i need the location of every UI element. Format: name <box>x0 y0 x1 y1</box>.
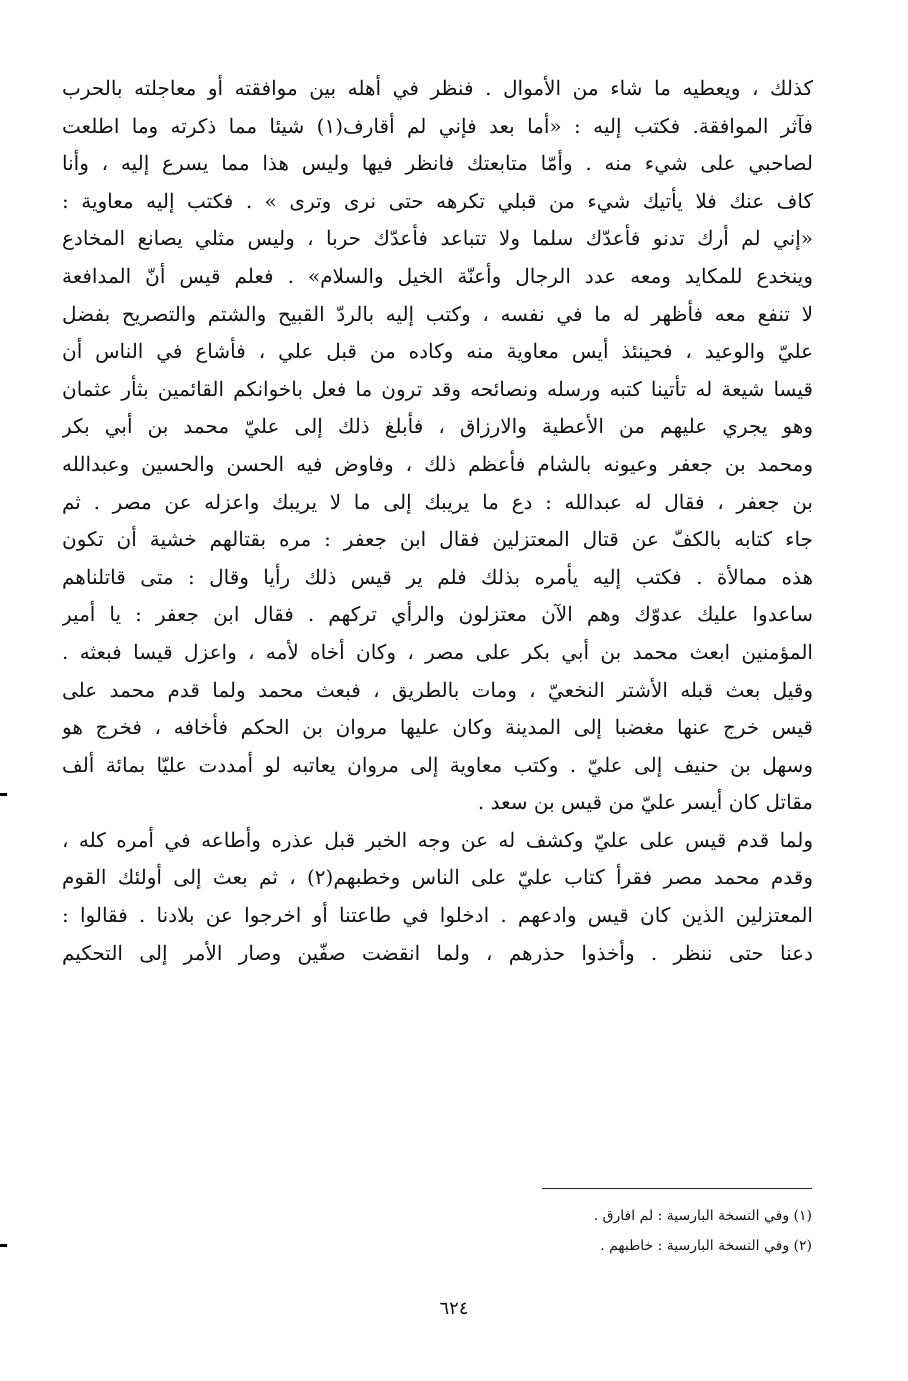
footnote-divider <box>542 1188 812 1189</box>
footnote: (٢) وفي النسخة البارسية : خاطبهم . <box>600 1238 812 1254</box>
text-line: قيسا شيعة له تأتينا كتبه ورسله ونصائحه وقد ترون ما فعل باخوانكم القائمين بثأر عثمان <box>62 376 813 401</box>
text-line: كاف عنك فلا يأتيك شيء من قبلي تكرهه حتى نرى وترى » . فكتب إليه معاوية : <box>62 188 813 213</box>
text-line: المؤمنين ابعث محمد بن أبي بكر على مصر ، وكان أخاه لأمه ، واعزل قيسا فبعثه . <box>62 639 813 664</box>
text-line: وسهل بن حنيف إلى عليّ . وكتب معاوية إلى مروان يعاتبه لو أمددت عليّا بمائة ألف <box>62 752 813 777</box>
text-line: لا تنفع معه فأظهر له ما في نفسه ، وكتب إليه بالردّ القبيح والشتم والتصريح بفضل <box>62 301 813 326</box>
text-line: كذلك ، ويعطيه ما شاء من الأموال . فنظر في أهله بين موافقته أو معاجلته بالحرب <box>62 76 813 100</box>
text-line: جاء كتابه بالكفّ عن قتال المعتزلين فقال ابن جعفر : مره بقتالهم خشية أن تكون <box>62 527 813 552</box>
text-line: بن جعفر ، فقال له عبدالله : دع ما يريبك إلى ما لا يريبك واعزله عن مصر . ثم <box>62 489 813 514</box>
text-line: فآثر الموافقة. فكتب إليه : «أما بعد فإني لم أقارف(١) شيئا مما ذكرته وما اطلعت <box>62 113 813 138</box>
text-line: عليّ والوعيد ، فحينئذ أيس معاوية منه وكاده من قبل علي ، فأشاع في الناس أن <box>62 339 813 364</box>
text-line: وهو يجري عليهم من الأعطية والارزاق ، فأبلغ ذلك إلى عليّ محمد بن أبي بكر <box>62 414 813 439</box>
text-line: وينخدع للمكايد ومعه عدد الرجال وأعنّة الخيل والسلام» . فعلم قيس أنّ المدافعة <box>62 263 813 288</box>
text-line: دعنا حتى ننظر . وأخذوا حذرهم ، ولما انقضت صفّين وصار الأمر إلى التحكيم <box>62 940 813 965</box>
text-line: «إني لم أرك تدنو فأعدّك سلما ولا تتباعد فأعدّك حربا ، وليس مثلي يصانع المخادع <box>62 226 813 251</box>
text-line: وقيل بعث قبله الأشتر النخعيّ ، ومات بالطريق ، فبعث محمد ولما قدم محمد على <box>62 677 813 702</box>
paragraph-end-line: مقاتل كان أيسر عليّ من قيس بن سعد . <box>477 790 813 815</box>
footnotes <box>380 1201 812 1261</box>
text-line: هذه ممالأة . فكتب إليه يأمره بذلك فلم ير قيس ذلك رأيا وقال : متى قاتلناهم <box>62 564 813 589</box>
body-text <box>62 70 813 972</box>
scan-edge-mark <box>0 793 7 796</box>
text-line: وقدم محمد مصر فقرأ كتاب عليّ على الناس وخطبهم(٢) ، ثم بعث إلى أولئك القوم <box>62 865 813 890</box>
text-line: ومحمد بن جعفر وعيونه بالشام فأعظم ذلك ، وفاوض فيه الحسن والحسين وعبدالله <box>62 451 813 476</box>
text-line: قيس خرج عنها مغضبا إلى المدينة وكان عليها مروان بن الحكم فأخافه ، فخرج هو <box>62 715 813 740</box>
text-line: المعتزلين الذين كان قيس وادعهم . ادخلوا في طاعتنا أو اخرجوا عن بلادنا . فقالوا : <box>62 903 813 928</box>
footnote: (١) وفي النسخة البارسية : لم افارق . <box>593 1208 812 1224</box>
scan-edge-mark <box>0 1244 7 1247</box>
text-line: ساعدوا عليك عدوّك وهم الآن معتزلون والرأي تركهم . فقال ابن جعفر : يا أمير <box>62 602 813 627</box>
text-line: ولما قدم قيس على عليّ وكشف له عن وجه الخبر قبل عذره وأطاعه في أمره كله ، <box>62 827 813 852</box>
page-number: ٦٢٤ <box>439 1298 469 1319</box>
text-line: لصاحبي على شيء منه . وأمّا متابعتك فانظر فيها وليس هذا مما يسرع إليه ، وأنا <box>62 151 813 176</box>
